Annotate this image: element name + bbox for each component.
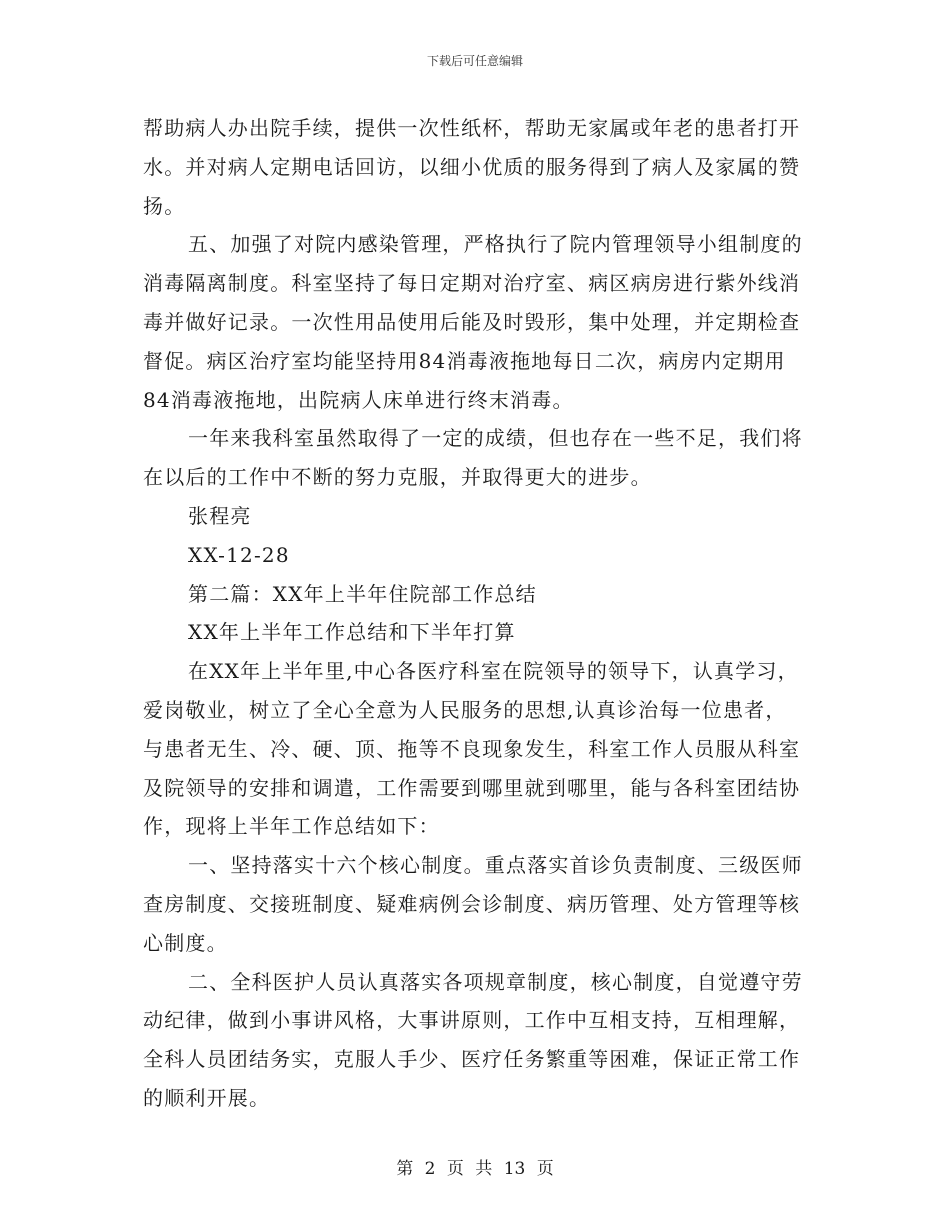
signature-date: XX-12-28 [188, 542, 290, 567]
page-number: 第 2 页 共 13 页 [396, 1159, 554, 1179]
paragraph: 帮助病人办出院手续，提供一次性纸杯，帮助无家属或年老的患者打开水。并对病人定期电话回访，以细小优质的服务得到了病人及家属的赞扬。 [143, 116, 801, 218]
section-title: 第二篇：XX年上半年住院部工作总结 [188, 581, 537, 606]
paragraph: 一年来我科室虽然取得了一定的成绩，但也存在一些不足，我们将在以后的工作中不断的努力克服，并取得更大的进步。 [143, 426, 803, 490]
paragraph: 二、全科医护人员认真落实各项规章制度，核心制度，自觉遵守劳动纪律，做到小事讲风格，大事讲原则，工作中互相支持，互相理解，全科人员团结务实，克服人手少、医疗任务繁重等困难，保证正常工作的顺利开展。 [143, 969, 803, 1110]
paragraph: 在XX年上半年里,中心各医疗科室在院领导的领导下，认真学习，爱岗敬业，树立了全心全意为人民服务的思想,认真诊治每一位患者，与患者无生、冷、硬、顶、拖等不良现象发生，科室工作人员服从科室及院领导的安排和调遣，工作需要到哪里就到哪里，能与各科室团结协作，现将上半年工作总结如下： [143, 659, 801, 839]
paragraph: 五、加强了对院内感染管理，严格执行了院内管理领导小组制度的消毒隔离制度。科室坚持了每日定期对治疗室、病区病房进行紫外线消毒并做好记录。一次性用品使用后能及时毁形，集中处理，并定期检查督促。病区治疗室均能坚持用84消毒液拖地每日二次，病房内定期用84消毒液拖地，出院病人床单进行终末消毒。 [143, 232, 803, 412]
document-body [143, 109, 807, 1118]
paragraph: 一、坚持落实十六个核心制度。重点落实首诊负责制度、三级医师查房制度、交接班制度、疑难病例会诊制度、病历管理、处方管理等核心制度。 [143, 853, 803, 955]
section-subtitle: XX年上半年工作总结和下半年打算 [188, 620, 516, 645]
page-header: 下载后可任意编辑 [426, 54, 523, 68]
signature-name: 张程亮 [188, 503, 252, 528]
